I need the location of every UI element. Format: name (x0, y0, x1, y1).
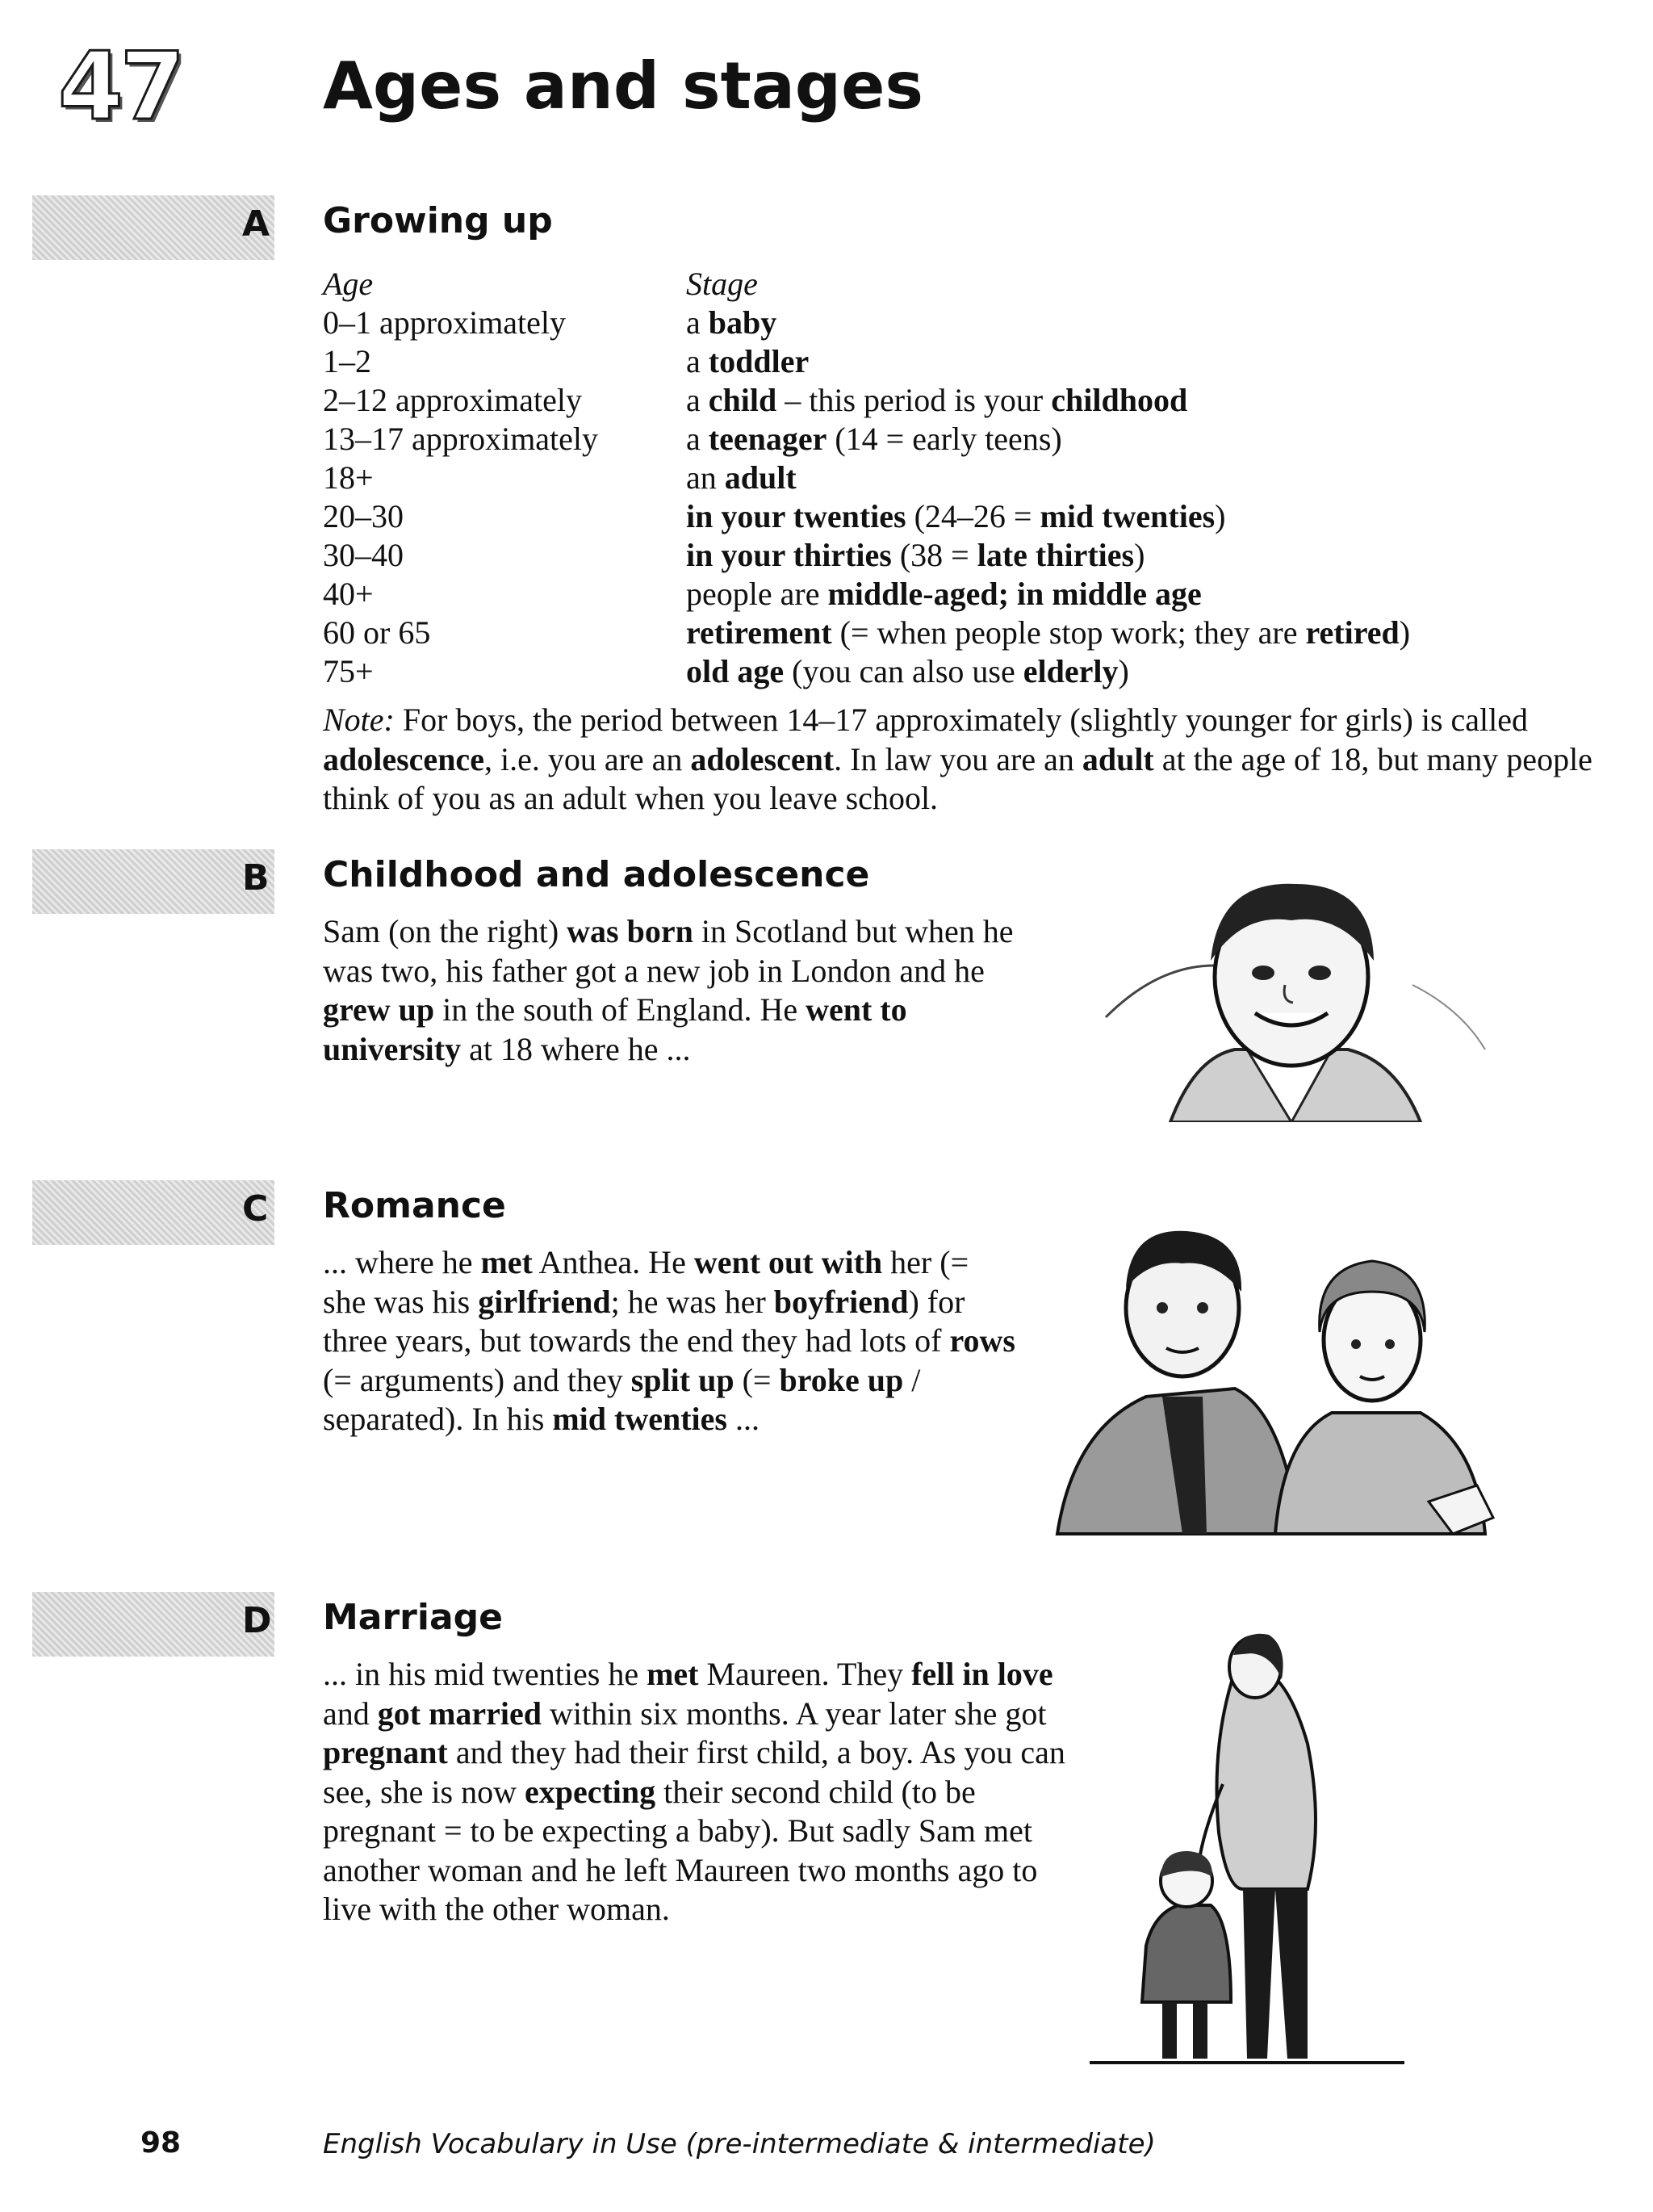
text-run: an (686, 459, 725, 496)
stage-cell (686, 575, 1410, 614)
book-title: English Vocabulary in Use (pre-intermediate & intermediate) (323, 2128, 1156, 2160)
text-run: ... (726, 1401, 760, 1437)
section-a-note (323, 701, 1614, 819)
stage-cell (686, 614, 1410, 652)
text-run: her (= she was his (323, 1244, 969, 1320)
text-run: early teens (912, 421, 1052, 457)
text-run: (= (734, 1361, 780, 1398)
stage-cell (686, 342, 1410, 381)
table-row (323, 342, 1410, 381)
section-b-title: Childhood and adolescence (323, 854, 870, 895)
unit-number: 47 (58, 32, 182, 141)
table-row (323, 459, 1410, 497)
stage-cell (686, 459, 1410, 497)
bold-term: met (647, 1656, 699, 1692)
section-a-title: Growing up (323, 200, 553, 241)
bold-term: middle-aged; in middle age (827, 576, 1202, 612)
bold-term: elderly (1023, 653, 1119, 689)
bold-term: expecting (524, 1773, 656, 1810)
text-run: in Scotland but when he was two, his father got a new job in London and he (323, 913, 1014, 989)
bold-term: adult (1082, 740, 1154, 777)
bold-term: baby (708, 304, 777, 341)
table-header-row (323, 265, 1410, 304)
text-run: people are (686, 576, 828, 612)
text-run: ) (1215, 498, 1226, 534)
bold-term: boyfriend (773, 1283, 909, 1320)
text-run: For boys, the period between 14–17 approximately (slightly younger for girls) is called (394, 702, 1529, 738)
text-run: ) (1134, 537, 1145, 573)
bold-term: old age (686, 653, 785, 689)
text-run: in the south of England. He (434, 991, 806, 1028)
teen-boy-illustration (1073, 864, 1493, 1122)
bold-term: was born (567, 913, 693, 949)
table-row (323, 614, 1410, 652)
age-cell: 30–40 (323, 537, 404, 573)
text-run: (you can also use (784, 653, 1023, 689)
bold-term: childhood (1051, 382, 1188, 418)
stage-cell (686, 304, 1410, 342)
bold-term: adolescence (323, 740, 484, 777)
stage-cell (686, 497, 1410, 536)
age-cell: 2–12 approximately (323, 382, 583, 418)
bold-term: toddler (708, 343, 810, 379)
age-cell: 40+ (323, 576, 374, 612)
text-run: at the age of 18, but many people think of you as an adult when you leave school. (323, 740, 1592, 816)
text-run: / separated). In his (323, 1361, 921, 1437)
page-title: Ages and stages (323, 48, 923, 124)
section-a-letter: A (242, 203, 270, 245)
text-run: ... in his mid twenties he (323, 1656, 647, 1692)
bold-term: girlfriend (478, 1283, 611, 1320)
text-run: and (323, 1695, 378, 1732)
section-b-letter: B (242, 857, 270, 899)
bold-term: grew up (323, 991, 435, 1028)
age-table-body (323, 304, 1410, 691)
stage-cell (686, 652, 1410, 691)
bold-term: child (708, 382, 777, 418)
age-cell: 18+ (323, 459, 374, 496)
text-run: Anthea. He (532, 1244, 694, 1280)
section-c-text (323, 1243, 1017, 1439)
text-run: ) (1399, 614, 1411, 651)
text-run: (38 = (891, 537, 977, 573)
text-run: ) (1051, 421, 1062, 457)
age-cell: 20–30 (323, 498, 404, 534)
section-d-marker (32, 1592, 274, 1657)
table-row (323, 536, 1410, 575)
table-row (323, 381, 1410, 420)
bold-term: got married (377, 1695, 542, 1732)
text-run: ) for three years, but towards the end they had lots of (323, 1283, 965, 1359)
page-number: 98 (140, 2126, 182, 2160)
italic-label: Note: (323, 702, 395, 738)
section-d-title: Marriage (323, 1597, 503, 1638)
text-run: a (686, 304, 709, 341)
section-c-marker (32, 1180, 274, 1245)
stage-cell (686, 536, 1410, 575)
section-c-letter: C (242, 1188, 269, 1230)
text-run: at 18 where he ... (461, 1030, 691, 1067)
bold-term: broke up (779, 1361, 904, 1398)
age-cell: 60 or 65 (323, 614, 431, 651)
text-run: a (686, 382, 709, 418)
text-run: their second child (to be pregnant = to be expecting a baby). But sadly Sam met another woman and he left Maureen two months ago to live with the other woman. (323, 1773, 1038, 1927)
bold-term: adolescent (690, 740, 835, 777)
age-cell: 1–2 (323, 343, 371, 379)
bold-term: fell in love (911, 1656, 1053, 1692)
age-stage-table (323, 265, 1410, 691)
bold-term: adult (724, 459, 797, 496)
age-column-header: Age (323, 266, 374, 302)
age-cell: 0–1 approximately (323, 304, 567, 341)
age-cell: 13–17 approximately (323, 421, 599, 457)
text-run: within six months. A year later she got (542, 1695, 1047, 1732)
stage-column-header: Stage (686, 266, 758, 302)
bold-term: in your twenties (686, 498, 906, 534)
section-b-text (323, 912, 1049, 1069)
text-run: Maureen. They (698, 1656, 912, 1692)
bold-term: pregnant (323, 1734, 448, 1770)
table-row (323, 652, 1410, 691)
text-run: a (686, 343, 709, 379)
text-run: and they had their first child, a boy. As you can see, she is now (323, 1734, 1065, 1810)
bold-term: met (480, 1244, 533, 1280)
section-c-title: Romance (323, 1185, 506, 1226)
text-run: ; he was her (610, 1283, 774, 1320)
table-row (323, 497, 1410, 536)
age-cell: 75+ (323, 653, 374, 689)
text-run: ) (1118, 653, 1129, 689)
text-run: , i.e. you are an (483, 740, 691, 777)
bold-term: went to university (323, 991, 907, 1067)
table-row (323, 420, 1410, 459)
bold-term: mid twenties (1040, 498, 1216, 534)
couple-illustration (1041, 1211, 1509, 1550)
text-run: ... where he (323, 1244, 481, 1280)
text-run: a (686, 421, 709, 457)
section-a-marker (32, 195, 274, 260)
bold-term: retirement (686, 614, 832, 651)
bold-term: late thirties (977, 537, 1135, 573)
text-run: (24–26 = (906, 498, 1040, 534)
text-run: (= when people stop work; they are (831, 614, 1306, 651)
bold-term: mid twenties (552, 1401, 727, 1437)
text-run: (= arguments) and they (323, 1361, 631, 1398)
table-row (323, 304, 1410, 342)
text-run: (14 = (826, 421, 913, 457)
bold-term: went out with (693, 1244, 883, 1280)
bold-term: retired (1305, 614, 1400, 651)
bold-term: rows (949, 1322, 1015, 1359)
table-row (323, 575, 1410, 614)
section-b-marker (32, 849, 274, 914)
section-d-letter: D (242, 1600, 272, 1641)
section-d-text (323, 1655, 1065, 1929)
stage-cell (686, 381, 1410, 420)
bold-term: in your thirties (686, 537, 892, 573)
stage-cell (686, 420, 1410, 459)
bold-term: teenager (708, 421, 827, 457)
mother-and-child-illustration (1082, 1623, 1421, 2075)
text-run: Sam (on the right) (323, 913, 567, 949)
text-run: – this period is your (776, 382, 1052, 418)
text-run: . In law you are an (834, 740, 1082, 777)
bold-term: split up (630, 1361, 734, 1398)
